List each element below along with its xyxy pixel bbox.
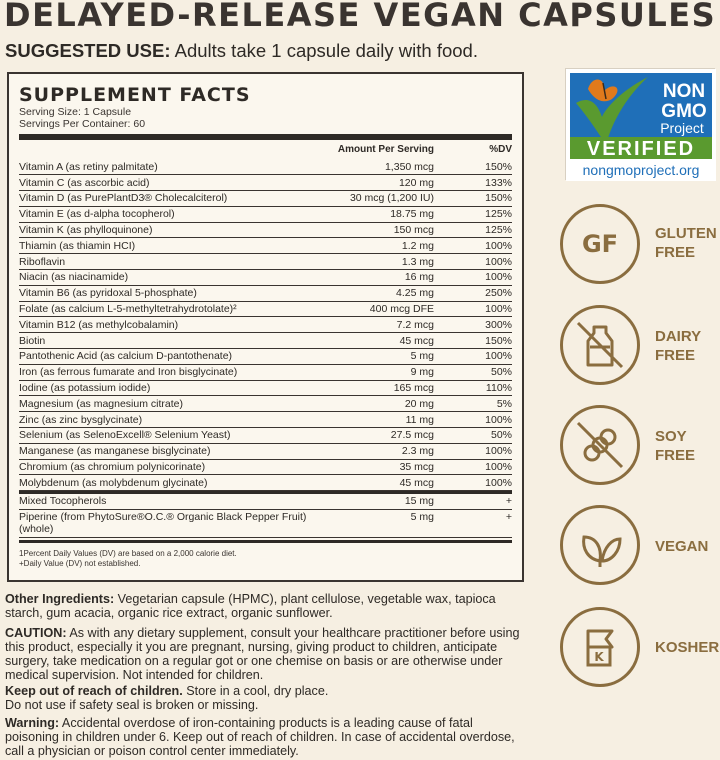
nutrient-amount: 45 mcg xyxy=(312,333,452,349)
table-row xyxy=(19,317,512,333)
table-row xyxy=(19,380,512,396)
nutrient-dv: 100% xyxy=(452,475,512,491)
caution-label: CAUTION: xyxy=(5,626,67,640)
nutrient-amount: 27.5 mcg xyxy=(312,428,452,444)
nutrient-amount: 1.2 mg xyxy=(312,238,452,254)
non-gmo-line1: NON xyxy=(662,81,706,102)
nutrient-amount: 35 mcg xyxy=(312,459,452,475)
nutrient-name: Vitamin D (as PurePlantD3® Cholecalciterol) xyxy=(19,191,312,207)
non-gmo-url: nongmoproject.org xyxy=(582,162,700,178)
table-row xyxy=(19,443,512,459)
nutrient-dv: + xyxy=(452,510,512,538)
extra-rows xyxy=(19,494,512,538)
nutrient-amount: 9 mg xyxy=(312,364,452,380)
soy-free-label: SOY FREE xyxy=(655,428,696,464)
nutrient-amount: 165 mcg xyxy=(312,380,452,396)
table-row xyxy=(19,428,512,444)
table-row xyxy=(19,333,512,349)
nutrient-name: Piperine (from PhytoSure®O.C.® Organic Black Pepper Fruit) (whole) xyxy=(19,510,312,538)
nutrient-amount: 45 mcg xyxy=(312,475,452,491)
nutrient-name: Vitamin K (as phylloquinone) xyxy=(19,222,312,238)
nutrient-amount: 4.25 mg xyxy=(312,285,452,301)
supplement-facts-title: SUPPLEMENT FACTS xyxy=(19,84,251,106)
nutrient-name: Zinc (as zinc bysglycinate) xyxy=(19,412,312,428)
nutrient-name: Iodine (as potassium iodide) xyxy=(19,380,312,396)
nutrient-amount: 15 mg xyxy=(312,494,452,510)
non-gmo-logo-icon xyxy=(566,69,716,181)
table-row xyxy=(19,285,512,301)
nutrient-dv: 250% xyxy=(452,285,512,301)
non-gmo-line3: Project xyxy=(660,120,704,136)
nutrient-name: Thiamin (as thiamin HCI) xyxy=(19,238,312,254)
col-dv-header: %DV xyxy=(489,144,512,155)
nutrient-dv: 100% xyxy=(452,254,512,270)
nutrient-dv: + xyxy=(452,494,512,510)
table-row xyxy=(19,349,512,365)
nutrient-amount: 20 mg xyxy=(312,396,452,412)
nutrient-amount: 150 mcg xyxy=(312,222,452,238)
nutrient-dv: 300% xyxy=(452,317,512,333)
nutrient-dv: 110% xyxy=(452,380,512,396)
supplement-facts-panel xyxy=(7,72,524,582)
caution-text: As with any dietary supplement, consult your healthcare practitioner before using this product, especially it you are pregnant, nursing, giving product to children, anticipate surgery, take medication on a regular got or one chemise on basis or are otherwise under medical supervision. Not intended for children. xyxy=(5,626,520,682)
warning-label: Warning: xyxy=(5,716,60,730)
serving-size: Serving Size: 1 Capsule xyxy=(19,106,132,118)
safety-seal-text: Do not use if safety seal is broken or missing. xyxy=(5,698,259,712)
table-row xyxy=(19,301,512,317)
nutrient-name: Vitamin E (as d-alpha tocopherol) xyxy=(19,206,312,222)
nutrient-name: Chromium (as chromium polynicorinate) xyxy=(19,459,312,475)
nutrient-dv: 100% xyxy=(452,301,512,317)
table-row xyxy=(19,254,512,270)
warning-text: Accidental overdose of iron-containing products is a leading cause of fatal poisoning in children under 6. Keep out of reach of children. In case of accidental overdose, call a physician or poison control center immediately. xyxy=(5,716,515,758)
suggested-use-label: SUGGESTED USE: xyxy=(5,40,171,61)
footnote-1: 1Percent Daily Values (DV) are based on a 2,000 calorie diet. xyxy=(19,549,237,559)
nutrient-rows xyxy=(19,159,512,491)
table-row xyxy=(19,475,512,491)
table-row xyxy=(19,412,512,428)
nutrient-amount: 120 mg xyxy=(312,175,452,191)
keep-out-text: Store in a cool, dry place. xyxy=(182,684,329,698)
servings-per-container: Servings Per Container: 60 xyxy=(19,118,146,130)
nutrient-dv: 50% xyxy=(452,428,512,444)
col-nutrient xyxy=(19,140,312,159)
vegan-label: VEGAN xyxy=(655,538,709,555)
nutrient-name: Iron (as ferrous fumarate and Iron bisglycinate) xyxy=(19,364,312,380)
nutrient-amount: 2.3 mg xyxy=(312,443,452,459)
nutrient-amount: 11 mg xyxy=(312,412,452,428)
non-gmo-line2: GMO xyxy=(661,101,707,122)
nutrient-dv: 100% xyxy=(452,238,512,254)
non-gmo-badge xyxy=(565,68,715,180)
vegan-leaf-icon xyxy=(560,505,640,585)
other-ingredients-text: Vegetarian capsule (HPMC), plant cellulose, vegetable wax, tapioca starch, gum acacia, organic rice extract, organic sunflower. xyxy=(5,592,496,620)
table-row xyxy=(19,238,512,254)
nutrient-name: Niacin (as niacinamide) xyxy=(19,270,312,286)
nutrient-dv: 125% xyxy=(452,222,512,238)
kosher-icon xyxy=(560,607,640,687)
svg-text:K: K xyxy=(594,650,604,664)
keep-out xyxy=(5,684,525,712)
nutrient-name: Magnesium (as magnesium citrate) xyxy=(19,396,312,412)
nutrient-dv: 150% xyxy=(452,159,512,175)
divider-bottom xyxy=(19,540,512,543)
gf-text: GF xyxy=(581,230,619,258)
dairy-free-icon xyxy=(560,305,640,385)
nutrient-name: Riboflavin xyxy=(19,254,312,270)
table-row xyxy=(19,270,512,286)
nutrient-dv: 5% xyxy=(452,396,512,412)
product-title: DELAYED-RELEASE VEGAN CAPSULES xyxy=(4,0,717,34)
nutrient-dv: 50% xyxy=(452,364,512,380)
table-row xyxy=(19,494,512,510)
footnotes xyxy=(19,549,512,569)
gluten-free-label: GLUTEN FREE xyxy=(655,225,717,261)
nutrient-amount: 7.2 mcg xyxy=(312,317,452,333)
nutrient-dv: 100% xyxy=(452,412,512,428)
nutrient-name: Pantothenic Acid (as calcium D-pantothenate) xyxy=(19,349,312,365)
dairy-free-label: DAIRY FREE xyxy=(655,328,702,364)
table-row xyxy=(19,222,512,238)
nutrient-dv: 100% xyxy=(452,459,512,475)
other-ingredients xyxy=(5,592,525,620)
nutrient-name: Molybdenum (as molybdenum glycinate) xyxy=(19,475,312,491)
kosher-label: KOSHER xyxy=(655,639,720,656)
table-row xyxy=(19,191,512,207)
nutrient-name: Vitamin C (as ascorbic acid) xyxy=(19,175,312,191)
nutrient-amount: 1.3 mg xyxy=(312,254,452,270)
table-row xyxy=(19,206,512,222)
other-ingredients-label: Other Ingredients: xyxy=(5,592,115,606)
nutrient-name: Vitamin B12 (as methylcobalamin) xyxy=(19,317,312,333)
table-row xyxy=(19,510,512,538)
nutrient-name: Biotin xyxy=(19,333,312,349)
nutrient-dv: 133% xyxy=(452,175,512,191)
nutrient-name: Manganese (as manganese bisglycinate) xyxy=(19,443,312,459)
table-row xyxy=(19,396,512,412)
nutrient-dv: 100% xyxy=(452,349,512,365)
non-gmo-verified: VERIFIED xyxy=(586,138,696,160)
nutrient-amount: 16 mg xyxy=(312,270,452,286)
gluten-free-icon xyxy=(560,204,640,284)
caution xyxy=(5,626,525,682)
col-amount-header: Amount Per Serving xyxy=(337,144,434,155)
suggested-use-text: Adults take 1 capsule daily with food. xyxy=(170,40,478,61)
nutrient-dv: 150% xyxy=(452,333,512,349)
nutrient-amount: 5 mg xyxy=(312,510,452,538)
nutrient-name: Selenium (as SelenoExcell® Selenium Yeast) xyxy=(19,428,312,444)
table-row xyxy=(19,175,512,191)
nutrient-dv: 125% xyxy=(452,206,512,222)
table-row xyxy=(19,159,512,175)
nutrient-amount: 18.75 mg xyxy=(312,206,452,222)
nutrient-amount: 400 mcg DFE xyxy=(312,301,452,317)
nutrient-dv: 100% xyxy=(452,270,512,286)
nutrient-amount: 5 mg xyxy=(312,349,452,365)
keep-out-label: Keep out of reach of children. xyxy=(5,684,183,698)
nutrient-name: Mixed Tocopherols xyxy=(19,494,312,510)
nutrient-name: Folate (as calcium L-5-methyltetrahydrotolate)² xyxy=(19,301,312,317)
warning xyxy=(5,716,525,758)
nutrient-dv: 150% xyxy=(452,191,512,207)
table-row xyxy=(19,364,512,380)
footnote-2: +Daily Value (DV) not established. xyxy=(19,559,141,569)
soy-free-icon xyxy=(560,405,640,485)
nutrient-amount: 30 mcg (1,200 IU) xyxy=(312,191,452,207)
nutrient-name: Vitamin B6 (as pyridoxal 5-phosphate) xyxy=(19,285,312,301)
suggested-use xyxy=(5,40,478,62)
nutrient-amount: 1,350 mcg xyxy=(312,159,452,175)
nutrient-table xyxy=(19,140,512,538)
table-row xyxy=(19,459,512,475)
nutrient-name: Vitamin A (as retiny palmitate) xyxy=(19,159,312,175)
nutrient-dv: 100% xyxy=(452,443,512,459)
